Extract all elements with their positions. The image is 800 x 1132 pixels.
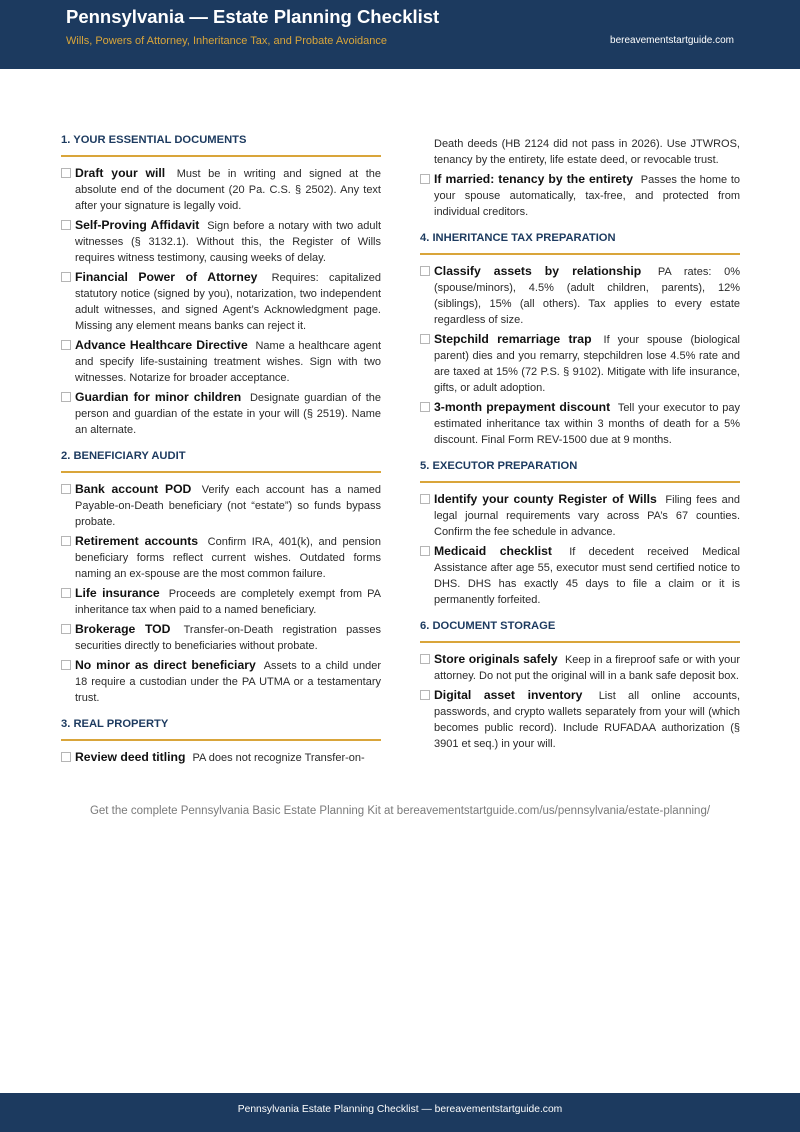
section-title: 1. YOUR ESSENTIAL DOCUMENTS — [61, 134, 381, 157]
checklist-item — [420, 171, 740, 220]
item-label: Advance Healthcare Directive — [75, 338, 248, 352]
item-label: If married: tenancy by the entirety — [434, 172, 634, 186]
kit-link-note[interactable]: Get the complete Pennsylvania Basic Estate Planning Kit at bereavementstartguide.com/us/pennsylvania/estate-planning/ — [89, 805, 711, 817]
item-label: Medicaid checklist — [434, 544, 552, 558]
section-title: 5. EXECUTOR PREPARATION — [420, 460, 740, 483]
right-column — [420, 136, 740, 755]
footer-text: Pennsylvania Estate Planning Checklist — bereavementstartguide.com — [237, 1104, 563, 1115]
checklist-item — [420, 687, 740, 752]
checkbox[interactable] — [61, 588, 71, 598]
item-label: No minor as direct beneficiary — [75, 658, 256, 672]
header-site-link[interactable]: bereavementstartguide.com — [610, 35, 734, 46]
item-label: Draft your will — [75, 166, 166, 180]
item-label: Identify your county Register of Wills — [434, 492, 657, 506]
item-text: Transfer-on-Death registration passes securities directly to beneficiaries without probate. — [75, 624, 382, 652]
checkbox[interactable] — [61, 752, 71, 762]
page-title: Pennsylvania — Estate Planning Checklist — [66, 6, 440, 27]
item-text: If decedent received Medical Assistance after age 55, executor must send certified notice to DHS. DHS has exactly 45 days to file a claim or it is permanently forfeited. — [434, 546, 740, 606]
item-label: Store originals safely — [434, 652, 558, 666]
checkbox[interactable] — [61, 660, 71, 670]
section-title: 2. BENEFICIARY AUDIT — [61, 450, 381, 473]
checklist-item — [61, 657, 381, 706]
item-label: Review deed titling — [75, 750, 186, 764]
checklist-item — [61, 585, 381, 618]
item-text: Must be in writing and signed at the absolute end of the document (20 Pa. C.S. § 2502). Any text after your signature is legally void. — [75, 168, 382, 212]
checkbox[interactable] — [61, 220, 71, 230]
item-text: PA does not recognize Transfer-on- — [192, 752, 365, 764]
item-label: Bank account POD — [75, 482, 192, 496]
item-label: Brokerage TOD — [75, 622, 171, 636]
checkbox[interactable] — [61, 340, 71, 350]
checklist-item — [61, 269, 381, 334]
item-label: Guardian for minor children — [75, 390, 242, 404]
item-label: Financial Power of Attorney — [75, 270, 258, 284]
checkbox[interactable] — [61, 624, 71, 634]
checklist-item — [420, 651, 740, 684]
item-text: Name a healthcare agent and specify life-sustaining treatment wishes. Sign with two witnesses. Notarize for broader acceptance. — [75, 340, 382, 384]
page-footer — [0, 1093, 800, 1132]
item-text: Passes the home to your spouse automatically, tax-free, and protected from individual creditors. — [434, 174, 741, 218]
item-label: Digital asset inventory — [434, 688, 583, 702]
checklist-item — [61, 481, 381, 530]
checklist-item — [61, 621, 381, 654]
item-text: Requires: capitalized statutory notice (signed by you), notarization, two independent adult witnesses, and signed Agent’s Acknowledgment page. Missing any element means banks can reject it. — [75, 272, 381, 332]
checklist-item — [420, 263, 740, 328]
checklist-item — [61, 389, 381, 438]
checklist-columns — [61, 134, 740, 789]
item-text-continued: Death deeds (HB 2124 did not pass in 2026). Use JTWROS, tenancy by the entirety, life estate deed, or revocable trust. — [434, 138, 740, 166]
checklist-item — [420, 399, 740, 448]
checklist-item — [61, 533, 381, 582]
checklist-item — [61, 217, 381, 266]
checklist-item — [61, 749, 381, 766]
checkbox[interactable] — [61, 536, 71, 546]
checklist-item — [61, 165, 381, 214]
page-header — [0, 0, 800, 69]
checkbox[interactable] — [420, 174, 430, 184]
section-title: 6. DOCUMENT STORAGE — [420, 620, 740, 643]
item-text: Assets to a child under 18 require a custodian under the PA UTMA or a testamentary trust. — [75, 660, 381, 704]
item-label: Retirement accounts — [75, 534, 199, 548]
checkbox[interactable] — [420, 334, 430, 344]
section-title: 3. REAL PROPERTY — [61, 718, 381, 741]
checkbox[interactable] — [61, 484, 71, 494]
checklist-item — [61, 337, 381, 386]
section-title: 4. INHERITANCE TAX PREPARATION — [420, 232, 740, 255]
checkbox[interactable] — [61, 392, 71, 402]
checkbox[interactable] — [61, 168, 71, 178]
item-text: Sign before a notary with two adult witnesses (§ 3132.1). Without this, the Register of Wills requires witness testimony, causing weeks of delay. — [75, 220, 382, 264]
item-label: Self-Proving Affidavit — [75, 218, 200, 232]
checkbox[interactable] — [420, 494, 430, 504]
checklist-item — [420, 543, 740, 608]
item-label: Life insurance — [75, 586, 160, 600]
item-text: Verify each account has a named Payable-on-Death beneficiary (not “estate”) so funds bypass probate. — [75, 484, 381, 528]
checkbox[interactable] — [420, 546, 430, 556]
page-subtitle: Wills, Powers of Attorney, Inheritance Tax, and Probate Avoidance — [66, 35, 388, 47]
checkbox[interactable] — [61, 272, 71, 282]
item-text: Confirm IRA, 401(k), and pension beneficiary forms reflect current wishes. Outdated forms naming an ex-spouse are the most common failure. — [75, 536, 381, 580]
checkbox[interactable] — [420, 690, 430, 700]
item-text: Filing fees and legal journal requirements vary across PA’s 67 counties. Confirm the fee schedule in advance. — [434, 494, 740, 538]
left-column — [61, 134, 381, 769]
checklist-item — [420, 491, 740, 540]
item-text: Keep in a fireproof safe or with your attorney. Do not put the original will in a bank safe deposit box. — [434, 654, 741, 682]
item-text: Designate guardian of the person and guardian of the estate in your will (§ 2519). Name an alternate. — [75, 392, 381, 436]
checkbox[interactable] — [420, 402, 430, 412]
checkbox[interactable] — [420, 654, 430, 664]
item-label: Classify assets by relationship — [434, 264, 642, 278]
checklist-item — [420, 331, 740, 396]
item-text: Tell your executor to pay estimated inheritance tax within 3 months of death for a 5% discount. Final Form REV-1500 due at 9 months. — [434, 402, 741, 446]
item-text: Proceeds are completely exempt from PA inheritance tax when paid to a named beneficiary. — [75, 588, 381, 616]
item-text: PA rates: 0% (spouse/minors), 4.5% (adult children, parents), 12% (siblings), 15% (all others). Tax applies to every estate regardless of size. — [434, 266, 740, 326]
item-label: Stepchild remarriage trap — [434, 332, 592, 346]
item-text: List all online accounts, passwords, and crypto wallets separately from your will (which becomes public record). Include RUFADAA authorization (§ 3901 et seq.) in your will. — [434, 690, 740, 750]
item-label: 3-month prepayment discount — [434, 400, 611, 414]
item-text: If your spouse (biological parent) dies and you remarry, stepchildren lose 4.5% rate and are taxed at 15% (72 P.S. § 9102). Mitigate with life insurance, gifts, or adult adoption. — [434, 334, 741, 394]
checkbox[interactable] — [420, 266, 430, 276]
